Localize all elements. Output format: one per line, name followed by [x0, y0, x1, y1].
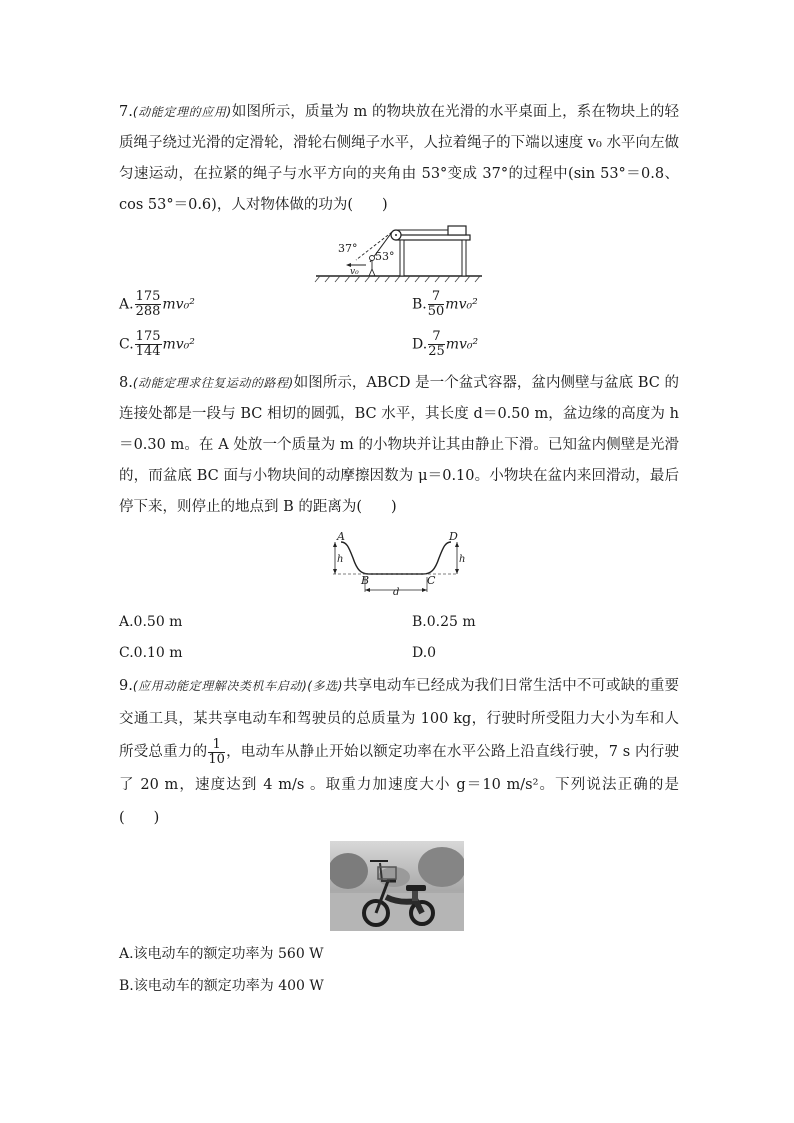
- velocity-label: v₀: [350, 267, 359, 277]
- q9-option-a: A.该电动车的额定功率为 560 W: [119, 946, 324, 962]
- point-d-label: D: [449, 530, 458, 543]
- q8-option-b: B.0.25 m: [412, 614, 476, 630]
- q7-option-b: [412, 290, 478, 319]
- question-8-number: 8.: [119, 375, 133, 391]
- q7-option-d-tail: mv₀²: [445, 336, 479, 353]
- length-d-label: d: [393, 587, 400, 598]
- q7-option-c-label: C.: [119, 336, 134, 353]
- q7-option-a-fraction: [135, 290, 162, 319]
- angle-53-label: 53°: [375, 250, 395, 263]
- question-8-figure: [323, 530, 468, 600]
- q9-option-b: B.该电动车的额定功率为 400 W: [119, 978, 324, 994]
- height-right-label: h: [459, 554, 466, 565]
- q7-option-d-label: D.: [412, 336, 428, 353]
- q7-option-d: [412, 330, 478, 359]
- question-8-text: 如图所示，ABCD 是一个盆式容器，盆内侧壁与盆底 BC 的连接处都是一段与 BC 相切的圆弧，BC 水平，其长度 d＝0.50 m，盆边缘的高度为 h＝0.30 m。在 A 处放一个质量为 m 的小物块并让其由静止下滑。已知盆内侧壁是光滑的，而盆底 BC 面与小物块间的动摩擦因数为 μ＝0.10。小物块在盆内来回滑动，最后停下来，则停止的地点到 B 的距离为( ): [119, 375, 679, 515]
- point-c-label: C: [427, 574, 436, 587]
- point-b-label: B: [361, 574, 370, 587]
- fraction-denominator: 144: [135, 344, 161, 359]
- question-8: [119, 368, 679, 523]
- question-9-fraction: [208, 738, 225, 767]
- angle-37-label: 37°: [338, 242, 358, 255]
- q8-option-a: A.0.50 m: [119, 614, 183, 630]
- fraction-numerator: 1: [208, 738, 225, 753]
- fraction-denominator: 288: [135, 304, 161, 319]
- q7-option-c-tail: mv₀²: [162, 336, 195, 353]
- fraction-numerator: 175: [135, 289, 161, 304]
- electric-bike-photo: [330, 841, 464, 931]
- q8-option-c: C.0.10 m: [119, 645, 183, 661]
- fraction-numerator: 175: [135, 329, 161, 344]
- question-7-tag: (动能定理的应用): [132, 105, 232, 119]
- question-9-text-2: ，电动车从静止开始以额定功率在水平公路上沿直线行驶，7 s 内行驶了 20 m，速度达到 4 m/s 。取重力加速度大小 g＝10 m/s²。下列说法正确的是( ): [119, 744, 679, 826]
- fraction-numerator: 7: [428, 330, 445, 345]
- question-8-tag: (动能定理求往复运动的路程): [132, 376, 294, 390]
- point-a-label: A: [337, 530, 345, 543]
- q7-option-c-fraction: [135, 330, 162, 359]
- question-7-figure: [312, 222, 497, 284]
- q8-option-d: D.0: [412, 645, 437, 661]
- question-9-tag: (应用动能定理解决类机车启动)(多选): [132, 679, 343, 693]
- question-7: [119, 97, 679, 221]
- question-9: [119, 670, 679, 835]
- q7-option-b-tail: mv₀²: [445, 296, 478, 313]
- question-9-number: 9.: [119, 678, 133, 694]
- question-9-text-1: 共享电动车已经成为我们日常生活中不可或缺的重要交通工具，某共享电动车和驾驶员的总质量为 100 kg，行驶时所受阻力大小为车和人所受总重力的: [119, 678, 679, 760]
- fraction-numerator: 7: [428, 290, 445, 305]
- fraction-denominator: 10: [208, 751, 225, 767]
- fraction-denominator: 50: [427, 304, 445, 319]
- q7-option-c: [119, 330, 195, 359]
- q7-option-a: [119, 290, 195, 319]
- q7-option-b-fraction: [428, 290, 445, 319]
- question-7-text: 如图所示，质量为 m 的物块放在光滑的水平桌面上，系在物块上的轻质绳子绕过光滑的定滑轮，滑轮右侧绳子水平，人拉着绳子的下端以速度 v₀ 水平向左做匀速运动，在拉紧的绳子与水平方向的夹角由 53°变成 37°的过程中(sin 53°＝0.8、cos 53°＝0.6)，人对物体做的功为( ): [119, 104, 679, 213]
- height-left-label: h: [337, 554, 344, 565]
- q7-option-b-label: B.: [412, 296, 427, 313]
- q7-option-d-fraction: [428, 330, 445, 359]
- fraction-denominator: 25: [428, 344, 445, 359]
- q7-option-a-tail: mv₀²: [162, 296, 195, 313]
- question-7-number: 7.: [119, 104, 133, 120]
- q7-option-a-label: A.: [119, 296, 134, 313]
